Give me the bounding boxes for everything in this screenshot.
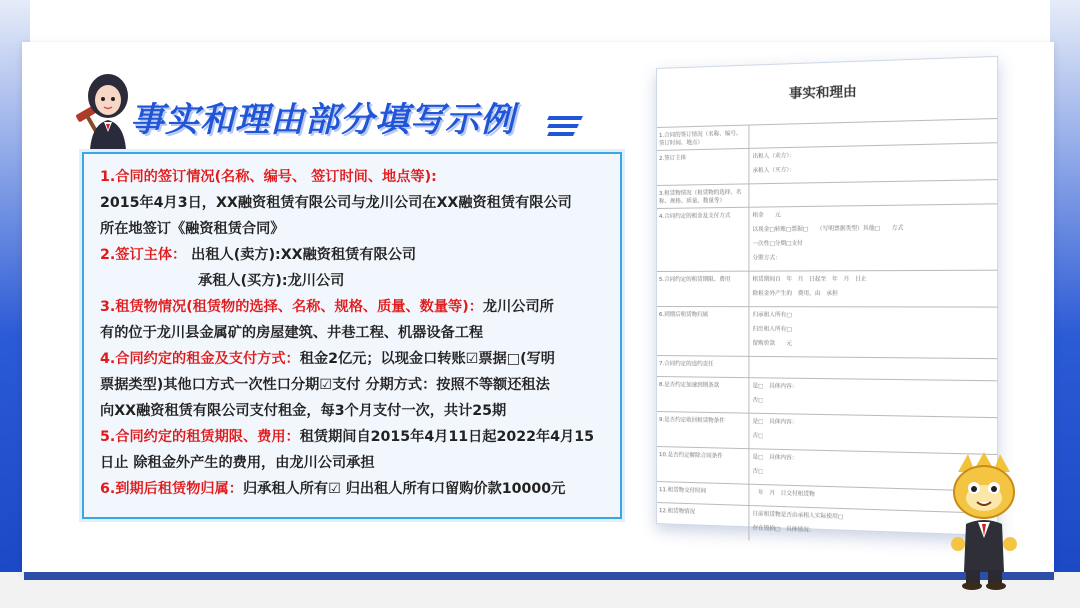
document-row-value bbox=[749, 271, 997, 307]
right-blue-band bbox=[1050, 0, 1080, 608]
document-row-label: 7.合同约定的违约责任 bbox=[657, 356, 749, 377]
document-row-value bbox=[749, 357, 997, 380]
document-row-label: 12.租赁物情况 bbox=[657, 503, 749, 540]
document-row-value bbox=[749, 204, 997, 270]
item-1-body-cont: 所在地签订《融资租赁合同》 bbox=[100, 221, 285, 237]
document-row bbox=[657, 306, 997, 358]
item-4-body-cont: 向XX融资租赁有限公司支付租金，每3个月支付一次，共计25期 bbox=[100, 403, 507, 419]
tiger-mascot-icon bbox=[944, 452, 1024, 592]
page-title: 事实和理由部分填写示例 bbox=[130, 100, 515, 140]
document-row-label: 10.是否约定解除合同条件 bbox=[657, 447, 749, 484]
document-row-value-line: 存在毁损□ 具体情况： bbox=[752, 525, 815, 534]
example-text-panel bbox=[82, 152, 622, 519]
item-4-body: 票据类型)其他口方式一次性口分期☑支付 分期方式：按照不等额还租法 bbox=[100, 377, 550, 393]
judge-avatar-icon bbox=[72, 66, 136, 150]
document-row-value-line: 留购价款 元 bbox=[752, 340, 793, 348]
document-row-value-line: 以现金□转账□票据□ （写明票据类型）其他□ 方式 bbox=[752, 225, 904, 234]
document-row-label: 3.租赁物情况（租赁物的选择、名称、规格、质量、数量等） bbox=[657, 184, 749, 208]
document-row-value-line: 租金 元 bbox=[752, 212, 781, 219]
document-row-value-line: 否□ bbox=[752, 468, 764, 475]
document-row-value bbox=[749, 414, 997, 454]
document-row-value-line: 否□ bbox=[752, 433, 764, 440]
document-row-value bbox=[749, 307, 997, 358]
item-1-body: 2015年4月3日，XX融资租赁有限公司与龙川公司在XX融资租赁有限公司 bbox=[100, 195, 572, 211]
bottom-accent-bar bbox=[24, 572, 1054, 580]
document-row-value-line: 是□ 具体内容： bbox=[752, 383, 798, 391]
item-6: 6.到期后租赁物归属：归承租人所有☑ 归出租人所有口留购价款10000元 bbox=[100, 481, 566, 497]
document-row bbox=[657, 376, 997, 417]
document-row-value bbox=[749, 378, 997, 417]
document-row-label: 9.是否约定收回租赁物条件 bbox=[657, 412, 749, 448]
item-2: 2.签订主体： 出租人(卖方):XX融资租赁有限公司 bbox=[100, 247, 417, 263]
document-row-label: 11.租赁物交付时间 bbox=[657, 482, 749, 505]
document-row-value-line: 除租金外产生的 费用，由 承担 bbox=[752, 290, 838, 298]
document-row-value-line: 是□ 具体内容： bbox=[752, 454, 798, 462]
item-5-body: 日止 除租金外产生的费用，由龙川公司承担 bbox=[100, 455, 375, 471]
document-row-value-line: 归出租人所有□ bbox=[752, 326, 792, 333]
document-row-value-line: 是□ 具体内容： bbox=[752, 418, 798, 426]
item-1-heading: 1.合同的签订情况(名称、编号、 签订时间、地点等): bbox=[100, 169, 437, 185]
item-2-lessee: 承租人(买方):龙川公司 bbox=[198, 273, 345, 289]
document-row-value bbox=[749, 143, 997, 183]
document-row-label: 6.到期后租赁物归属 bbox=[657, 307, 749, 356]
document-row-value-line: 租赁期间自 年 月 日起至 年 月 日止 bbox=[752, 276, 867, 283]
document-row-value-line: 年 月 日交付租赁物 bbox=[752, 489, 815, 498]
document-row-value-line: 归承租人所有□ bbox=[752, 312, 792, 319]
document-row-value-line: 出租人（卖方）： bbox=[752, 152, 795, 160]
document-row bbox=[657, 203, 997, 271]
document-row-label: 5.合同约定的租赁期限、费用 bbox=[657, 272, 749, 306]
document-row-value-line: 一次性□分期□支付 bbox=[752, 240, 803, 248]
document-row-label: 8.是否约定加速到期条款 bbox=[657, 377, 749, 413]
document-row-label: 4.合同约定的租金及支付方式 bbox=[657, 208, 749, 271]
document-row-label: 2.签订主体 bbox=[657, 149, 749, 185]
title-decoration bbox=[548, 116, 582, 140]
item-5: 5.合同约定的租赁期限、费用：租赁期间自2015年4月11日起2022年4月15 bbox=[100, 429, 594, 445]
document-title: 事实和理由 bbox=[788, 84, 857, 103]
document-row-value-line: 分期方式： bbox=[752, 255, 781, 262]
document-row-value-line: 否□ bbox=[752, 397, 764, 404]
document-row bbox=[657, 355, 997, 380]
document-row bbox=[657, 270, 997, 307]
item-3-body: 有的位于龙川县金属矿的房屋建筑、井巷工程、机器设备工程 bbox=[100, 325, 484, 341]
item-3: 3.租赁物情况(租赁物的选择、名称、规格、质量、数量等)：龙川公司所 bbox=[100, 299, 554, 315]
item-4: 4.合同约定的租金及支付方式：租金2亿元；以现金口转账☑票据□(写明 bbox=[100, 351, 555, 367]
document-row-value-line: 目前租赁物是否由承租人实际使用□ bbox=[752, 511, 844, 521]
document-row-value bbox=[749, 180, 997, 207]
document-row-label: 1.合同的签订情况（名称、编号、签订时间、地点） bbox=[657, 126, 749, 150]
document-row-value-line: 承租人（买方）： bbox=[752, 167, 795, 175]
